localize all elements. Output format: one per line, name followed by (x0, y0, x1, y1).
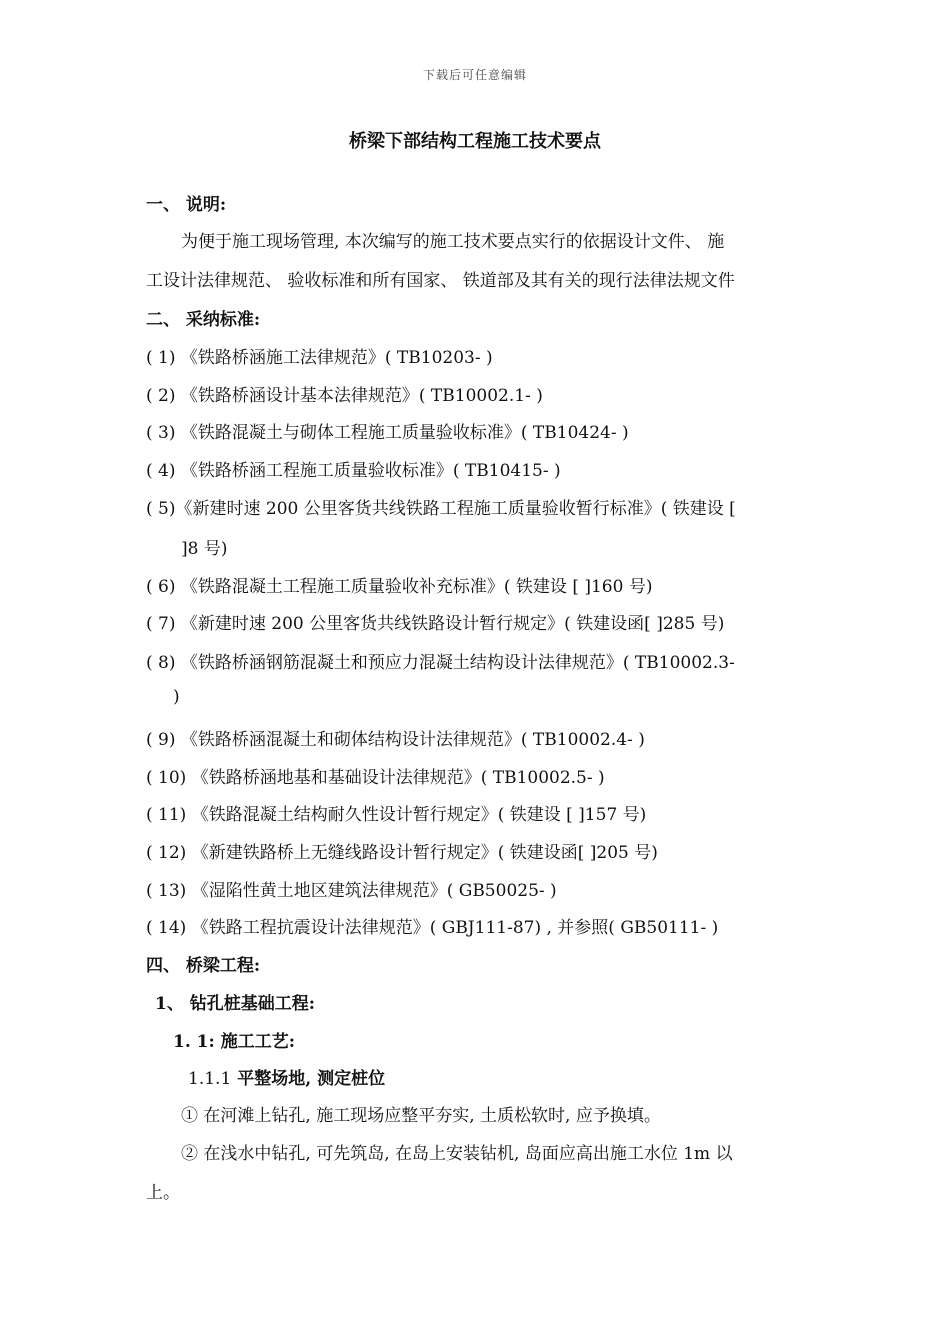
paragraph-line: ② 在浅水中钻孔, 可先筑岛, 在岛上安装钻机, 岛面应高出施工水位 1m 以 (181, 1144, 733, 1164)
standard-item: ( 5)《新建时速 200 公里客货共线铁路工程施工质量验收暂行标准》( 铁建设 [ (146, 499, 736, 519)
paragraph-line: ① 在河滩上钻孔, 施工现场应整平夯实, 土质松软时, 应予换填。 (181, 1106, 661, 1126)
paragraph-line: 上。 (146, 1183, 180, 1203)
step-title: 平整场地, 测定桩位 (237, 1069, 386, 1089)
standard-item: ( 14) 《铁路工程抗震设计法律规范》( GBJ111-87) , 并参照( GB50111- ) (146, 918, 719, 938)
document-title: 桥梁下部结构工程施工技术要点 (349, 131, 601, 152)
step-number: 1.1.1 (188, 1069, 232, 1089)
standard-item: ( 10) 《铁路桥涵地基和基础设计法律规范》( TB10002.5- ) (146, 768, 605, 788)
standard-item: ( 11) 《铁路混凝土结构耐久性设计暂行规定》( 铁建设 [ ]157 号) (146, 805, 647, 825)
standard-item: ( 2) 《铁路桥涵设计基本法律规范》( TB10002.1- ) (146, 386, 543, 406)
section-heading-2: 二、 采纳标准: (146, 310, 261, 330)
standard-item-continuation: ) (173, 687, 180, 707)
subsubsection-heading: 1. 1: 施工工艺: (173, 1032, 295, 1052)
standard-item: ( 6) 《铁路混凝土工程施工质量验收补充标准》( 铁建设 [ ]160 号) (146, 577, 653, 597)
page-header: 下载后可任意编辑 (422, 68, 527, 82)
paragraph-line: 工设计法律规范、 验收标准和所有国家、 铁道部及其有关的现行法律法规文件 (146, 271, 735, 291)
section-heading-4: 四、 桥梁工程: (146, 956, 261, 976)
section-heading-1: 一、 说明: (146, 195, 227, 215)
standard-item: ( 12) 《新建铁路桥上无缝线路设计暂行规定》( 铁建设函[ ]205 号) (146, 843, 658, 863)
standard-item-continuation: ]8 号) (181, 539, 228, 559)
subsection-heading: 1、 钻孔桩基础工程: (155, 994, 316, 1014)
standard-item: ( 9) 《铁路桥涵混凝土和砌体结构设计法律规范》( TB10002.4- ) (146, 730, 645, 750)
paragraph-line: 为便于施工现场管理, 本次编写的施工技术要点实行的依据设计文件、 施 (181, 232, 725, 252)
step-heading (188, 1064, 868, 1089)
standard-item: ( 8) 《铁路桥涵钢筋混凝土和预应力混凝土结构设计法律规范》( TB10002.3- (146, 653, 735, 673)
standard-item: ( 4) 《铁路桥涵工程施工质量验收标准》( TB10415- ) (146, 461, 561, 481)
standard-item: ( 1) 《铁路桥涵施工法律规范》( TB10203- ) (146, 348, 493, 368)
standard-item: ( 7) 《新建时速 200 公里客货共线铁路设计暂行规定》( 铁建设函[ ]285 号) (146, 614, 725, 634)
standard-item: ( 3) 《铁路混凝土与砌体工程施工质量验收标准》( TB10424- ) (146, 423, 629, 443)
standard-item: ( 13) 《湿陷性黄土地区建筑法律规范》( GB50025- ) (146, 881, 557, 901)
